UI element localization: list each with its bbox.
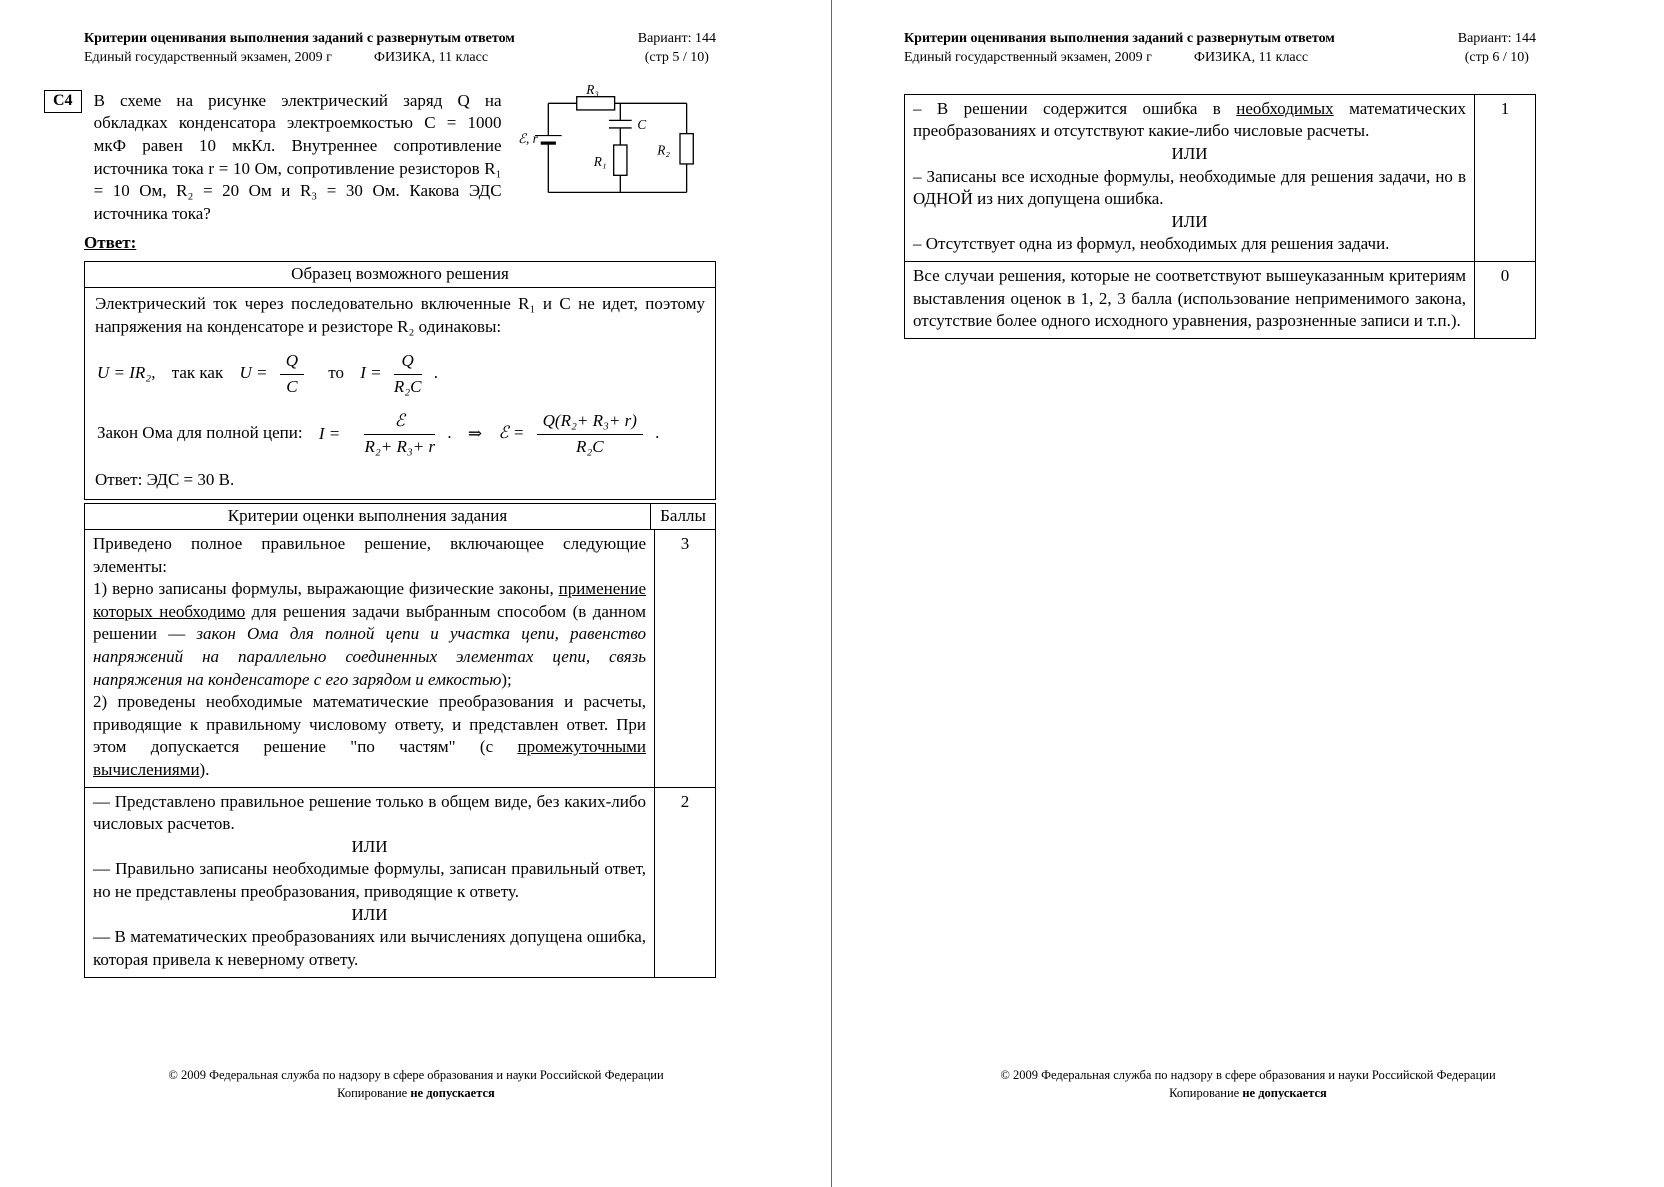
circuit-diagram (518, 84, 698, 226)
copyright-line: © 2009 Федеральная служба по надзору в сфере образования и науки Российской Федерации (1000, 1067, 1496, 1082)
italic-segment: закон Ома для полной цепи и участка цепи, равенство напряжений на параллельно соединенных элементах цепи, связь напряжения на конденсаторе с его зарядом и емкостью (93, 624, 646, 689)
criteria-paragraph: — В математических преобразованиях или вычислениях допущена ошибка, которая привела к неверному ответу. (93, 927, 646, 969)
resistor-r2 (680, 133, 693, 163)
subject-name: ФИЗИКА, 11 класс (373, 49, 489, 65)
fraction-denominator: R₂C (393, 376, 422, 396)
page-footer (0, 1066, 832, 1104)
fraction (394, 350, 422, 398)
underlined-segment: применение которых необходимо (93, 579, 646, 621)
underlined-segment: необходимых (1236, 98, 1334, 118)
formula-text: . (447, 423, 452, 443)
resistor-r1 (613, 145, 626, 175)
criteria-paragraph (93, 578, 646, 691)
header-titles (904, 30, 1335, 68)
text-segment: ); (501, 669, 512, 689)
formula-capacitor (97, 350, 705, 398)
formula-text: ℰ = (498, 423, 525, 443)
text-segment: – В решении содержится ошибка в (913, 98, 1237, 118)
criteria-row-1 (905, 95, 1535, 262)
answer-label: Ответ: (84, 233, 137, 253)
criteria-paragraph: — Представлено правильное решение только в общем виде, без каких-либо числовых расчетов. (93, 791, 646, 834)
fraction-denominator: C (286, 376, 298, 396)
criteria-paragraph: – Записаны все исходные формулы, необходимые для решения задачи, но в ОДНОЙ из них допущена ошибка. (913, 166, 1466, 209)
text-segment: Копирование (337, 1086, 411, 1101)
formula-label: Закон Ома для полной цепи: (97, 423, 303, 443)
header-subtitle (904, 49, 1335, 68)
copy-restriction-line (0, 1084, 832, 1103)
criteria-score-header: Баллы (660, 506, 706, 526)
solution-answer: Ответ: ЭДС = 30 В. (95, 469, 235, 489)
page-right (832, 0, 1664, 1187)
criteria-row-2-text (85, 788, 655, 977)
exam-name: Единый государственный экзамен, 2009 г (84, 49, 332, 65)
fraction-numerator: Q (280, 350, 304, 375)
header-subtitle (84, 49, 515, 68)
problem-tag: С4 (44, 90, 82, 113)
formula-text: то (328, 363, 344, 383)
label-r2: R₂ (656, 142, 670, 158)
or-separator: ИЛИ (1171, 144, 1208, 163)
text-segment: математических преобразованиях и отсутствуют какие-либо числовые расчеты. (913, 98, 1466, 141)
underlined-segment: промежуточными вычислениями (93, 737, 646, 780)
fraction-denominator: R₂+ R₃+ r (364, 437, 436, 457)
fraction-numerator: ℰ (364, 410, 435, 435)
solution-title: Образец возможного решения (85, 262, 715, 288)
header-title: Критерии оценивания выполнения заданий с развернутым ответом (84, 31, 515, 46)
label-r1: R₁ (593, 153, 607, 169)
page-footer (832, 1066, 1664, 1104)
problem-statement: В схеме на рисунке электрический заряд Q на обкладках конденсатора электроемкостью С = 1000 мкФ равен 10 мкКл. Внутреннее сопротивление источника тока r = 10 Ом, сопротивление резисторов R₁ = 10 Ом, R₂ = 20 Ом и R₃ = 30 Ом. Какова ЭДС источника тока? (93, 90, 502, 223)
criteria-row-3-score: 3 (680, 533, 690, 553)
variant-label: Вариант: 144 (1457, 31, 1536, 46)
criteria-paragraph: — Правильно записаны необходимые формулы, записан правильный ответ, но не представлены преобразования, приводящие к ответу. (93, 859, 646, 902)
criteria-paragraph: Все случаи решения, которые не соответствуют вышеуказанным критериям выставления оценок в 1, 2, 3 балла (использование неприменимого закона, отсутствие более одного исходного уравнения, разрозненные записи и т.п.). (913, 266, 1466, 331)
label-emf: ℰ, r (517, 130, 538, 146)
resistor-r3 (576, 96, 614, 109)
text-segment: для решения задачи выбранным способом (в данном решении — (93, 601, 647, 644)
header-titles (84, 30, 515, 68)
variant-label: Вариант: 144 (637, 31, 716, 46)
solution-intro: Электрический ток через последовательно включенные R₁ и С не идет, поэтому напряжения на конденсаторе и резисторе R₂ одинаковы: (95, 294, 705, 336)
label-c: C (636, 116, 646, 132)
fraction-numerator: Q(R₂+ R₃+ r) (537, 410, 643, 435)
bold-segment: не допускается (410, 1086, 495, 1101)
subject-name: ФИЗИКА, 11 класс (1193, 49, 1309, 65)
bold-segment: не допускается (1242, 1086, 1327, 1101)
formula-text: U = (239, 363, 268, 383)
fraction-numerator: Q (394, 350, 422, 375)
criteria-row-2 (85, 788, 715, 977)
or-separator: ИЛИ (351, 904, 388, 924)
page-header (904, 30, 1536, 68)
criteria-row-1-text (905, 95, 1475, 261)
problem-block (53, 83, 716, 226)
criteria-title: Критерии оценки выполнения задания (85, 504, 651, 529)
copyright-line: © 2009 Федеральная служба по надзору в сфере образования и науки Российской Федерации (168, 1067, 664, 1082)
fraction-denominator: R₂C (575, 437, 604, 457)
criteria-paragraph (913, 98, 1466, 143)
text-segment: ). (199, 760, 210, 780)
criteria-paragraph (93, 691, 646, 781)
criteria-table-continued (904, 94, 1536, 339)
page-number: (стр 5 / 10) (644, 49, 709, 65)
criteria-row-0-text (905, 262, 1475, 338)
implies-arrow: ⇒ (467, 423, 483, 443)
criteria-row-3-text (85, 530, 655, 787)
text-segment: 2) проведены необходимые математические преобразования и расчеты, приводящие к правильному числовому ответу, и представлен ответ. При этом допускается решение "по частям" (с (93, 692, 646, 757)
criteria-paragraph: Приведено полное правильное решение, включающее следующие элементы: (93, 533, 646, 576)
criteria-row-1-score: 1 (1500, 98, 1510, 118)
criteria-row-3 (85, 530, 715, 788)
page-number: (стр 6 / 10) (1464, 49, 1529, 65)
fraction (537, 410, 643, 458)
or-separator: ИЛИ (351, 836, 388, 856)
criteria-row-0-score: 0 (1500, 266, 1510, 286)
criteria-paragraph: – Отсутствует одна из формул, необходимых для решения задачи. (913, 234, 1390, 254)
formula-text: U = IR₂, (97, 363, 156, 383)
header-variant-block (1458, 30, 1536, 68)
header-title: Критерии оценивания выполнения заданий с развернутым ответом (904, 31, 1335, 46)
exam-name: Единый государственный экзамен, 2009 г (904, 49, 1152, 65)
header-variant-block (638, 30, 716, 68)
solution-table (84, 261, 716, 500)
formula-text: . (655, 423, 660, 443)
formula-text: I = (318, 423, 341, 443)
copy-restriction-line (832, 1084, 1664, 1103)
formula-text: так как (171, 363, 224, 383)
label-r3: R₃ (585, 83, 599, 97)
criteria-row-0 (905, 262, 1535, 338)
formula-text: . (433, 363, 438, 383)
fraction (280, 350, 304, 398)
solution-body (85, 288, 715, 499)
formula-ohms-law (97, 410, 705, 458)
circuit-svg (518, 84, 698, 206)
formula-text: I = (360, 363, 382, 383)
text-segment: Копирование (1169, 1086, 1243, 1101)
text-segment: 1) верно записаны формулы, выражающие физические законы, (93, 579, 559, 599)
criteria-header-row (85, 504, 715, 530)
page-header (84, 30, 716, 68)
criteria-table (84, 503, 716, 977)
criteria-row-2-score: 2 (680, 791, 690, 811)
fraction (364, 410, 435, 458)
or-separator: ИЛИ (1171, 211, 1208, 231)
